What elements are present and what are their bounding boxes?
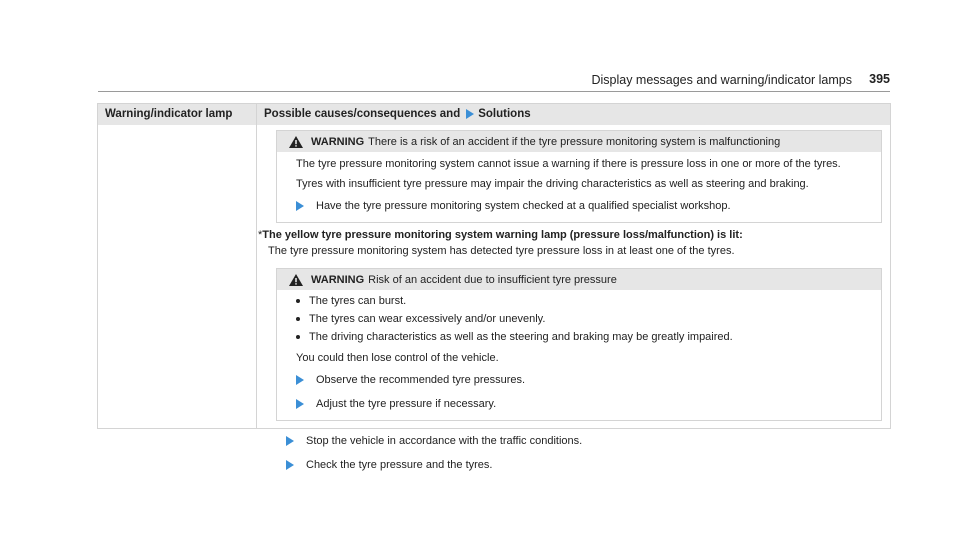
bullet-dot	[296, 299, 300, 303]
warning-body	[277, 290, 881, 420]
warning-triangle-icon	[289, 274, 303, 286]
column-divider	[256, 104, 257, 428]
causes-column	[258, 130, 882, 477]
page-header	[98, 71, 890, 92]
arrow-right-icon	[296, 375, 304, 385]
solution-step	[266, 453, 882, 477]
warning-text: You could then lose control of the vehicle.	[296, 352, 499, 364]
header-title: Display messages and warning/indicator lamps	[591, 73, 852, 87]
arrow-right-icon	[286, 460, 294, 470]
warning-box-pressure	[276, 268, 882, 421]
warning-label: WARNING	[311, 135, 365, 148]
list-item	[296, 328, 869, 346]
list-item	[296, 310, 869, 328]
bullet-dot	[296, 335, 300, 339]
lamp-title	[258, 223, 882, 243]
arrow-right-icon	[296, 399, 304, 409]
bullet-text: The driving characteristics as well as the steering and braking may be greatly impaired.	[309, 331, 733, 343]
warning-text: Tyres with insufficient tyre pressure may impair the driving characteristics as well as steering and braking.	[296, 178, 809, 190]
arrow-right-icon	[286, 436, 294, 446]
warning-text: The tyre pressure monitoring system cannot issue a warning if there is pressure loss in one or more of the tyres.	[296, 158, 841, 170]
warning-box-malfunction	[276, 130, 882, 223]
bullet-text: The tyres can burst.	[309, 295, 407, 307]
step-text: Adjust the tyre pressure if necessary.	[316, 398, 497, 410]
warning-head	[277, 269, 881, 290]
warning-lamp-table	[97, 103, 891, 471]
warning-label: WARNING	[311, 273, 365, 286]
warning-triangle-icon	[289, 136, 303, 148]
bullet-text: The tyres can wear excessively and/or unevenly.	[309, 313, 546, 325]
col-header-causes	[264, 108, 531, 120]
step-text: Stop the vehicle in accordance with the traffic conditions.	[306, 435, 583, 447]
col-header-causes-text: Possible causes/consequences and	[264, 108, 461, 120]
step-text: Have the tyre pressure monitoring system checked at a qualified specialist workshop.	[316, 200, 731, 212]
list-item	[296, 292, 869, 310]
asterisk: *	[258, 229, 263, 241]
solution-step	[296, 194, 869, 218]
solution-step	[296, 392, 869, 416]
lamp-description: The tyre pressure monitoring system has detected tyre pressure loss in at least one of the tyres.	[268, 245, 735, 257]
step-text: Observe the recommended tyre pressures.	[316, 374, 526, 386]
lamp-title-text: The yellow tyre pressure monitoring system warning lamp (pressure loss/malfunction) is lit:	[262, 229, 743, 241]
solution-step	[266, 429, 882, 453]
warning-head	[277, 131, 881, 152]
col-header-lamp: Warning/indicator lamp	[105, 108, 233, 120]
warning-title: Risk of an accident due to insufficient tyre pressure	[368, 273, 617, 286]
bullet-dot	[296, 317, 300, 321]
arrow-right-icon	[466, 109, 474, 119]
page-number: 395	[869, 72, 890, 86]
warning-body	[277, 152, 881, 222]
col-header-solutions: Solutions	[478, 108, 531, 120]
arrow-right-icon	[296, 201, 304, 211]
warning-title: There is a risk of an accident if the tyre pressure monitoring system is malfunctioning	[368, 135, 781, 148]
step-text: Check the tyre pressure and the tyres.	[306, 459, 493, 471]
table-header	[98, 104, 890, 125]
solution-step	[296, 368, 869, 392]
